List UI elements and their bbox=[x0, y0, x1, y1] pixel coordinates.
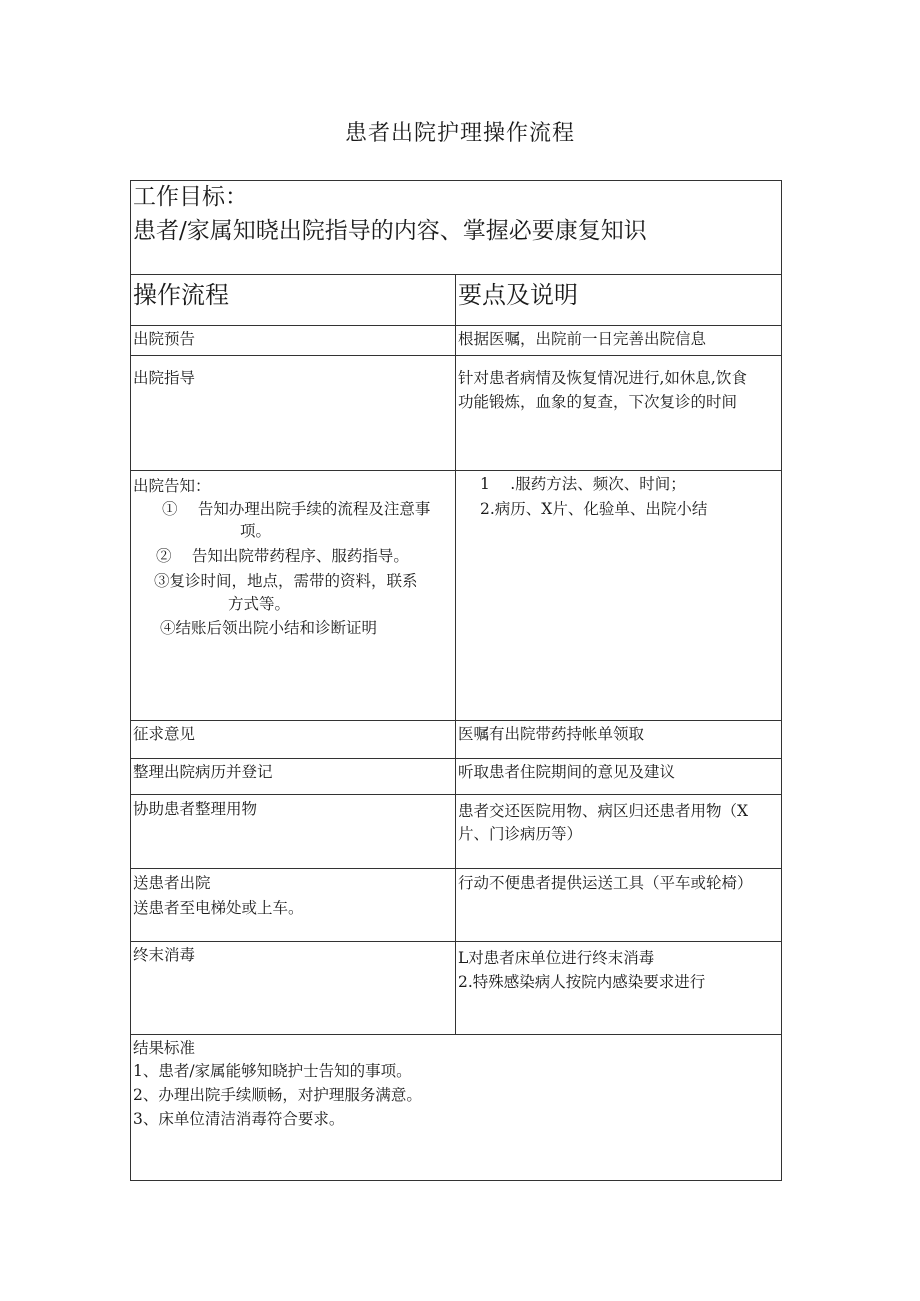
column-divider bbox=[455, 274, 456, 1034]
divider bbox=[130, 868, 782, 869]
row-belongings-note-2: 片、门诊病历等） bbox=[458, 825, 583, 843]
row-discharge-guidance-note-1: 针对患者病情及恢复情况进行,如休息,饮食 bbox=[458, 369, 747, 387]
divider bbox=[130, 325, 782, 326]
page-title: 患者出院护理操作流程 bbox=[344, 121, 575, 146]
divider bbox=[130, 355, 782, 356]
divider bbox=[130, 1034, 782, 1035]
goal-text: 患者/家属知晓出院指导的内容、掌握必要康复知识 bbox=[133, 218, 647, 244]
divider bbox=[130, 720, 782, 721]
divider bbox=[130, 941, 782, 942]
header-procedure: 操作流程 bbox=[133, 281, 229, 309]
row-records: 整理出院病历并登记 bbox=[133, 763, 273, 781]
row-records-note: 听取患者住院期间的意见及建议 bbox=[458, 763, 676, 781]
goal-label: 工作目标： bbox=[133, 184, 248, 210]
result-item-3: 3、床单位清洁消毒符合要求。 bbox=[133, 1110, 345, 1128]
inform-item-3: ③复诊时间，地点，需带的资料，联系 bbox=[154, 572, 418, 590]
divider bbox=[130, 794, 782, 795]
row-discharge-inform: 出院告知： bbox=[133, 477, 211, 495]
row-discharge-inform-note-1: 1 .服药方法、频次、时间； bbox=[480, 475, 686, 493]
row-discharge-guidance: 出院指导 bbox=[133, 369, 196, 387]
result-label: 结果标准 bbox=[133, 1039, 196, 1057]
row-discharge-notice: 出院预告 bbox=[133, 330, 196, 348]
row-belongings-note-1: 患者交还医院用物、病区归还患者用物（X bbox=[458, 802, 749, 820]
row-disinfection-note-1: L对患者床单位进行终末消毒 bbox=[458, 949, 655, 967]
row-disinfection-note-2: 2.特殊感染病人按院内感染要求进行 bbox=[458, 973, 706, 991]
divider bbox=[130, 470, 782, 471]
row-feedback: 征求意见 bbox=[133, 725, 196, 743]
row-disinfection: 终末消毒 bbox=[133, 946, 196, 964]
row-escort-note: 行动不便患者提供运送工具（平车或轮椅） bbox=[458, 874, 753, 892]
row-discharge-inform-note-2: 2.病历、X片、化验单、出院小结 bbox=[480, 500, 708, 518]
inform-item-4: ④结账后领出院小结和诊断证明 bbox=[160, 619, 378, 637]
divider bbox=[130, 758, 782, 759]
divider bbox=[130, 274, 782, 275]
inform-item-1-cont: 项。 bbox=[240, 522, 272, 540]
row-escort-extra: 送患者至电梯处或上车。 bbox=[133, 899, 304, 917]
row-escort: 送患者出院 bbox=[133, 874, 211, 892]
result-item-2: 2、办理出院手续顺畅，对护理服务满意。 bbox=[133, 1086, 422, 1104]
header-notes: 要点及说明 bbox=[458, 281, 578, 309]
row-discharge-guidance-note-2: 功能锻炼，血象的复查，下次复诊的时间 bbox=[458, 393, 738, 411]
result-item-1: 1、患者/家属能够知晓护士告知的事项。 bbox=[133, 1062, 412, 1080]
inform-item-1: ① 告知办理出院手续的流程及注意事 bbox=[162, 500, 431, 518]
row-feedback-note: 医嘱有出院带药持帐单领取 bbox=[458, 725, 645, 743]
row-belongings: 协助患者整理用物 bbox=[133, 800, 258, 818]
inform-item-3-cont: 方式等。 bbox=[228, 595, 291, 613]
inform-item-2: ② 告知出院带药程序、服药指导。 bbox=[156, 547, 409, 565]
row-discharge-notice-note: 根据医嘱，出院前一日完善出院信息 bbox=[458, 330, 707, 348]
